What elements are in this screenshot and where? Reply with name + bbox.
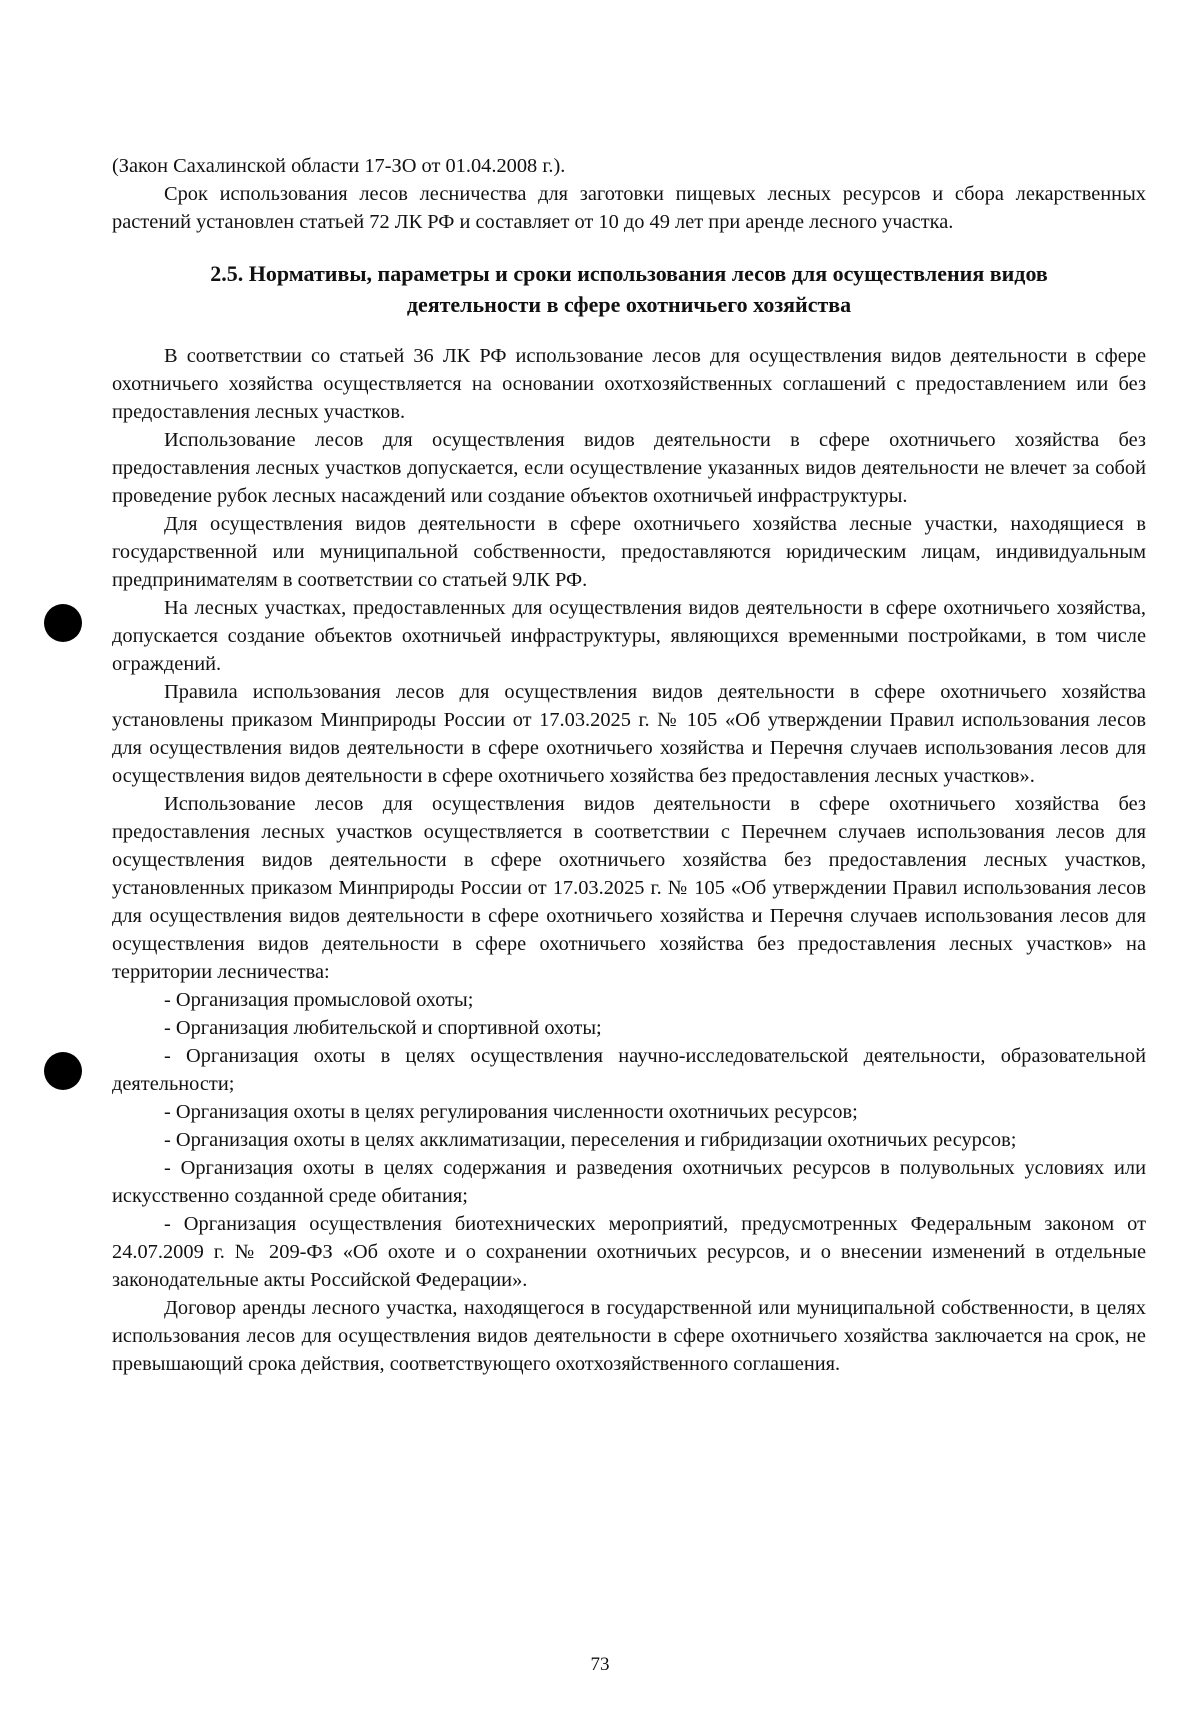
- paragraph: Договор аренды лесного участка, находящегося в государственной или муниципальной собственности, в целях использования лесов для осуществления видов деятельности в сфере охотничьего хозяйства заключается на срок, не превышающий срока действия, соответствующего охотхозяйственного соглашения.: [112, 1297, 1146, 1375]
- section-heading-line-1: 2.5. Нормативы, параметры и сроки использования лесов для осуществления видов: [210, 261, 1048, 286]
- document-body: [112, 152, 1146, 1378]
- section-heading: [112, 258, 1146, 320]
- paragraph: Правила использования лесов для осуществления видов деятельности в сфере охотничьего хозяйства установлены приказом Минприроды России от 17.03.2025 г. № 105 «Об утверждении Правил использования лесов для осуществления видов деятельности в сфере охотничьего хозяйства и Перечня случаев использования лесов для осуществления видов деятельности в сфере охотничьего хозяйства без предоставления лесных участков».: [112, 681, 1146, 787]
- paragraph: На лесных участках, предоставленных для осуществления видов деятельности в сфере охотничьего хозяйства, допускается создание объектов охотничьей инфраструктуры, являющихся временными постройками, в том числе ограждений.: [112, 597, 1146, 675]
- paragraph: Использование лесов для осуществления видов деятельности в сфере охотничьего хозяйства без предоставления лесных участков осуществляется в соответствии с Перечнем случаев использования лесов для осуществления видов деятельности в сфере охотничьего хозяйства без предоставления лесных участков, установленных приказом Минприроды России от 17.03.2025 г. № 105 «Об утверждении Правил использования лесов для осуществления видов деятельности в сфере охотничьего хозяйства и Перечня случаев использования лесов для осуществления видов деятельности в сфере охотничьего хозяйства без предоставления лесных участков» на территории лесничества:: [112, 793, 1146, 983]
- list-item: - Организация любительской и спортивной охоты;: [164, 1017, 602, 1039]
- list-item: - Организация охоты в целях акклиматизации, переселения и гибридизации охотничьих ресурсов;: [164, 1129, 1017, 1151]
- list-item: - Организация промысловой охоты;: [164, 989, 474, 1011]
- list-item: - Организация охоты в целях осуществления научно-исследовательской деятельности, образовательной деятельности;: [112, 1045, 1146, 1095]
- section-heading-line-2: деятельности в сфере охотничьего хозяйства: [406, 292, 852, 317]
- list-item: - Организация осуществления биотехнических мероприятий, предусмотренных Федеральным законом от 24.07.2009 г. № 209-ФЗ «Об охоте и о сохранении охотничьих ресурсов, и о внесении изменений в отдельные законодательные акты Российской Федерации».: [112, 1213, 1146, 1291]
- punch-hole: [44, 604, 82, 642]
- page-number: 73: [590, 1654, 610, 1675]
- paragraph-law-reference: (Закон Сахалинской области 17-ЗО от 01.04.2008 г.).: [112, 155, 566, 177]
- paragraph: В соответствии со статьей 36 ЛК РФ использование лесов для осуществления видов деятельности в сфере охотничьего хозяйства осуществляется на основании охотхозяйственных соглашений с предоставлением или без предоставления лесных участков.: [112, 345, 1146, 423]
- punch-hole: [44, 1052, 82, 1090]
- paragraph: Использование лесов для осуществления видов деятельности в сфере охотничьего хозяйства без предоставления лесных участков допускается, если осуществление указанных видов деятельности не влечет за собой проведение рубок лесных насаждений или создание объектов охотничьей инфраструктуры.: [112, 429, 1146, 507]
- paragraph-term-food-resources: Срок использования лесов лесничества для заготовки пищевых лесных ресурсов и сбора лекарственных растений установлен статьей 72 ЛК РФ и составляет от 10 до 49 лет при аренде лесного участка.: [112, 183, 1146, 233]
- paragraph: Для осуществления видов деятельности в сфере охотничьего хозяйства лесные участки, находящиеся в государственной или муниципальной собственности, предоставляются юридическим лицам, индивидуальным предпринимателям в соответствии со статьей 9ЛК РФ.: [112, 513, 1146, 591]
- list-item: - Организация охоты в целях содержания и разведения охотничьих ресурсов в полувольных условиях или искусственно созданной среде обитания;: [112, 1157, 1146, 1207]
- list-item: - Организация охоты в целях регулирования численности охотничьих ресурсов;: [164, 1101, 858, 1123]
